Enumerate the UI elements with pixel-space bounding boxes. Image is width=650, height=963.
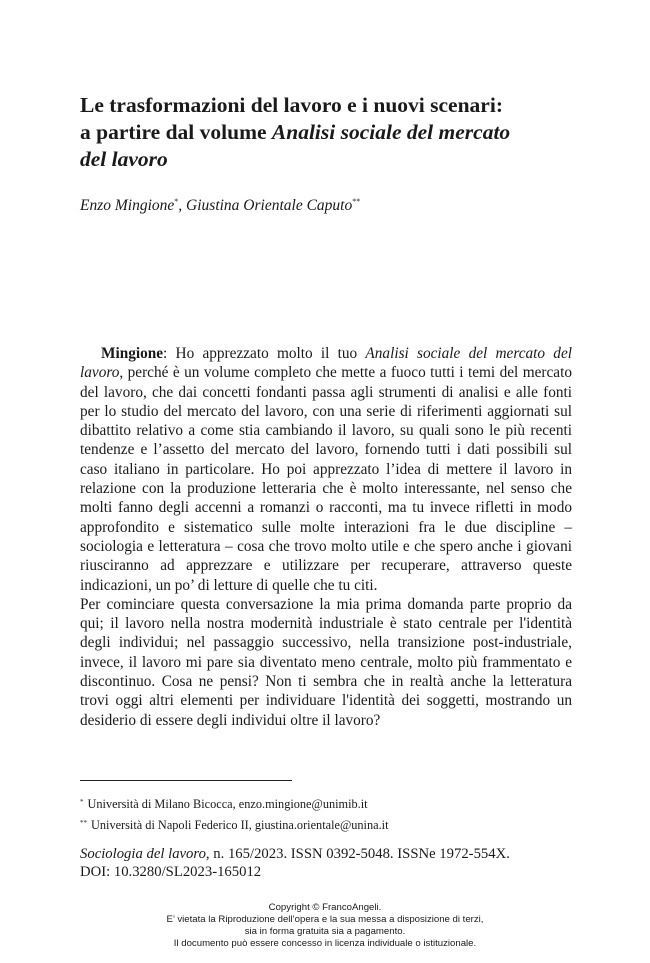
author-list [80, 197, 360, 215]
citation-details: , n. 165/2023. ISSN 0392-5048. ISSNe 1972-554X. [205, 846, 510, 862]
title-book-name-end: del lavoro [80, 147, 168, 171]
footnote-mark: ** [352, 197, 361, 206]
book-title-reference: Analisi sociale del mercato del lavoro [80, 345, 572, 382]
footnote-mark: ** [80, 819, 87, 827]
footnote-mark: * [80, 798, 84, 806]
author-name: Giustina Orientale Caputo [186, 197, 353, 214]
title-line-2-prefix: a partire dal volume [80, 120, 272, 144]
footnotes [80, 793, 389, 835]
journal-name: Sociologia del lavoro [80, 846, 206, 862]
citation-line [80, 845, 510, 863]
footnote-divider [80, 780, 292, 781]
copyright-line: Il documento può essere concesso in licenza individuale o istituzionale. [173, 938, 477, 949]
title-line-1: Le trasformazioni del lavoro e i nuovi scenari: [80, 93, 503, 117]
copyright-line: sia in forma gratuita sia a pagamento. [244, 926, 406, 937]
journal-citation [80, 845, 510, 881]
footnote-text: Università di Napoli Federico II, giustina.orientale@unina.it [91, 818, 389, 832]
paragraph-text: : Ho apprezzato molto il tuo [163, 345, 366, 362]
author-separator: , [178, 197, 187, 214]
article-title [80, 92, 580, 173]
author-name: Enzo Mingione [80, 197, 175, 214]
article-body [80, 344, 572, 730]
speaker-name: Mingione [101, 345, 164, 362]
body-paragraph: Per cominciare questa conversazione la mia prima domanda parte proprio da qui; il lavoro nella nostra modernità industriale è stato centrale per l'identità degli individui; nel passaggio successivo, nella transizione post-industriale, invece, il lavoro mi pare sia diventato meno centrale, molto più frammentato e discontinuo. Cosa ne pensi? Non ti sembra che in realtà anche la letteratura trovi oggi altri elementi per individuare l'identità dei soggetti, mostrando un desiderio di essere degli individui oltre il lavoro? [80, 595, 572, 729]
footnote-mark: * [174, 197, 179, 206]
body-paragraph [80, 344, 572, 595]
doi: DOI: 10.3280/SL2023-165012 [80, 864, 262, 880]
copyright-notice [0, 902, 650, 950]
footnote [80, 793, 389, 814]
copyright-line: E’ vietata la Riproduzione dell’opera e la sua messa a disposizione di terzi, [166, 914, 484, 925]
footnote [80, 814, 389, 835]
footnote-text: Università di Milano Bicocca, enzo.mingione@unimib.it [87, 797, 368, 811]
copyright-line: Copyright © FrancoAngeli. [268, 902, 382, 913]
paragraph-text: , perché è un volume completo che mette a fuoco tutti i temi del mercato del lavoro, che dai concetti fondanti passa agli strumenti di analisi e alle fonti per lo studio del mercato del lavoro, con una serie di riferimenti aggiornati sul dibattito relativo a come stia cambiando il lavoro, su quali sono le più recenti tendenze e l’assetto del mercato del lavoro, fornendo tutti i dati possibili sul caso italiano in particolare. Ho poi apprezzato l’idea di mettere il lavoro in relazione con la produzione letteraria che è molto interessante, nel senso che molti fanno degli accenni a romanzi o racconti, ma tu invece rifletti in modo approfondito e sistematico sulle molte interazioni fra le due discipline – sociologia e letteratura – cosa che trovo molto utile e che spero anche i giovani riusciranno ad apprezzare e utilizzare per recuperare, attraverso queste indicazioni, un po’ di letture di quelle che tu citi. [80, 364, 572, 594]
title-book-name: Analisi sociale del mercato [271, 120, 511, 144]
